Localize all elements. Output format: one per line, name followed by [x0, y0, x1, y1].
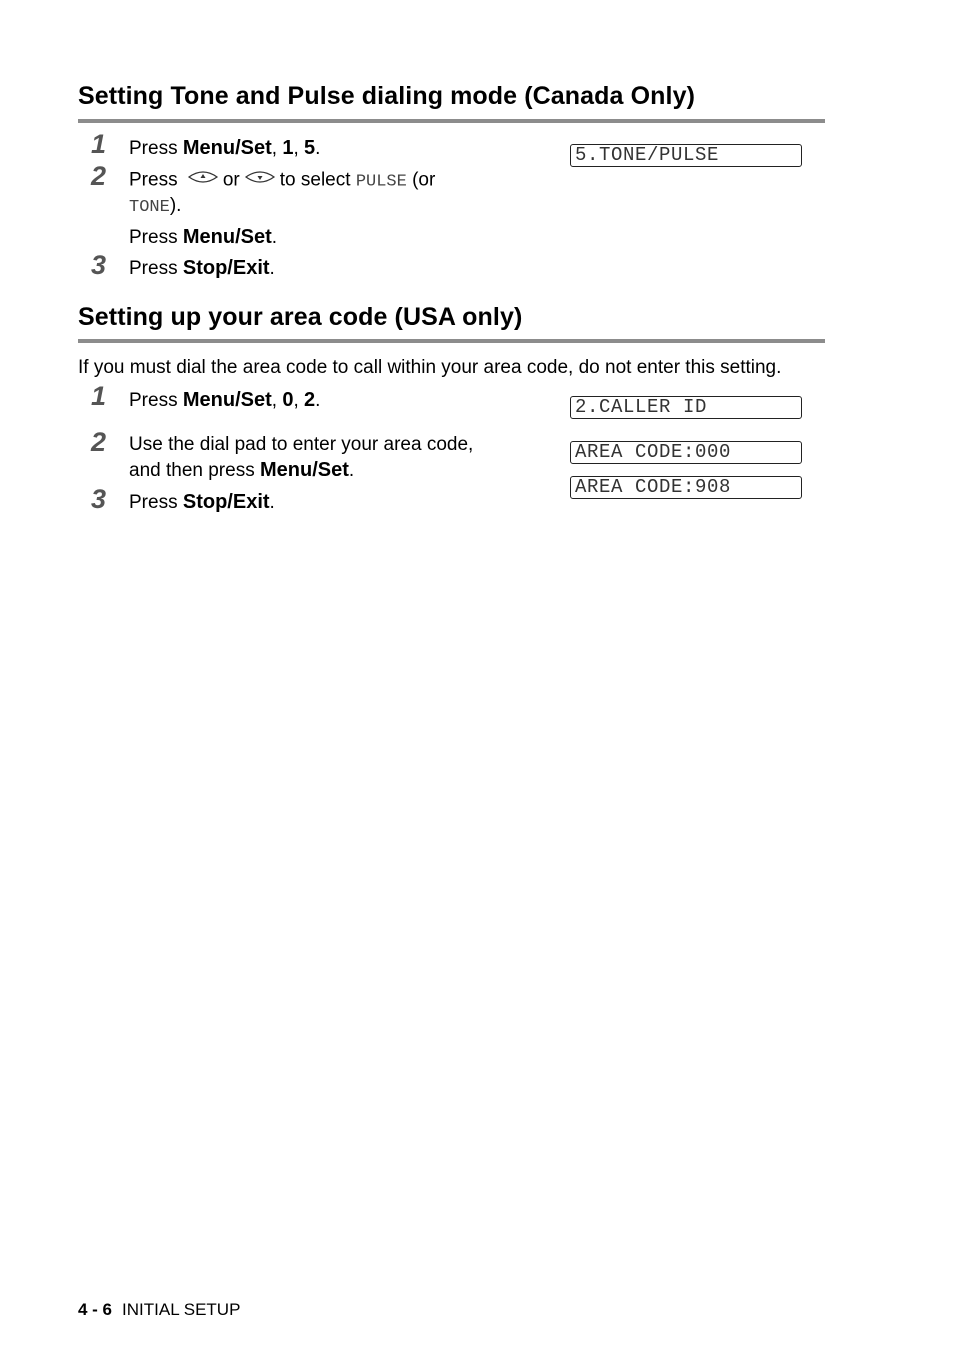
step-text: Press Menu/Set, 1, 5.	[129, 137, 321, 159]
step-text-cont: TONE).	[129, 195, 182, 217]
step-number: 2	[91, 427, 107, 457]
step-text-cont: and then press Menu/Set.	[129, 459, 355, 481]
step-text: Use the dial pad to enter your area code,	[129, 434, 474, 455]
heading-rule	[78, 119, 825, 123]
step-number: 1	[91, 381, 107, 411]
lcd-display: 5.TONE/PULSE	[570, 144, 802, 167]
lcd-display: AREA CODE:000	[570, 441, 802, 464]
lcd-display: AREA CODE:908	[570, 476, 802, 499]
step-text: Press Stop/Exit.	[129, 257, 275, 279]
step-text: Press Stop/Exit.	[129, 491, 275, 513]
step-text: Press or to select PULSE (or	[129, 169, 436, 192]
down-arrow-key-icon	[244, 168, 276, 193]
up-arrow-key-icon	[187, 168, 219, 193]
heading-rule	[78, 339, 825, 343]
page-footer	[78, 1300, 240, 1320]
chapter-title: INITIAL SETUP	[122, 1300, 241, 1319]
step-number: 3	[91, 250, 107, 280]
step-number: 3	[91, 484, 107, 514]
section-heading-tone-pulse: Setting Tone and Pulse dialing mode (Canada Only)	[78, 82, 695, 110]
lcd-display: 2.CALLER ID	[570, 396, 802, 419]
step-number: 1	[91, 129, 107, 159]
step-number: 2	[91, 161, 107, 191]
step-text-cont: Press Menu/Set.	[129, 226, 278, 248]
step-text: Press Menu/Set, 0, 2.	[129, 389, 321, 411]
section-heading-area-code: Setting up your area code (USA only)	[78, 303, 523, 331]
page-number: 4 - 6	[78, 1300, 113, 1319]
intro-text: If you must dial the area code to call within your area code, do not enter this setting.	[78, 357, 782, 378]
